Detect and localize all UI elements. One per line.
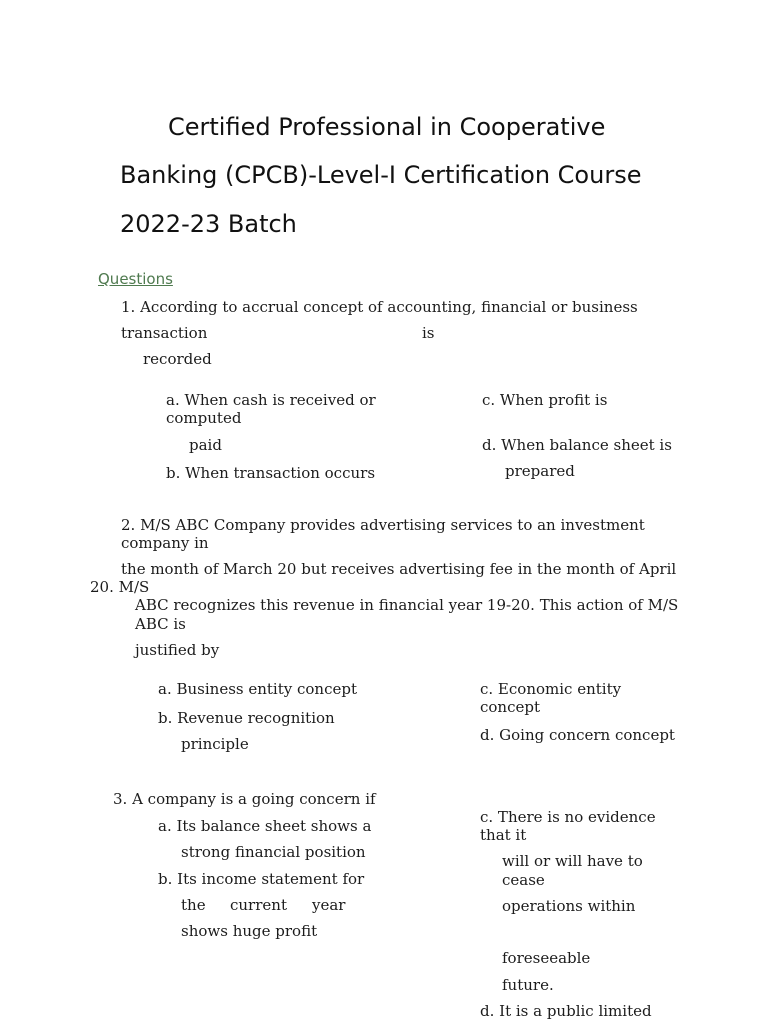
- q2-option-d: d. Going concern concept: [480, 726, 675, 744]
- q3-option-b-line-1: b. Its income statement for: [158, 870, 365, 888]
- q1-stem-line-2a: transaction: [121, 324, 208, 342]
- q3-option-a-line-2: strong financial position: [181, 843, 366, 861]
- q1-option-a-line-2: computed: [166, 409, 242, 427]
- q3-option-c-line-3: will or will have to: [502, 852, 643, 870]
- q2-option-c-line-1: c. Economic entity: [480, 680, 622, 698]
- q3-option-c-line-6: foreseeable: [502, 949, 591, 967]
- q1-stem-line-1: 1. According to accrual concept of accounting, financial or business: [121, 298, 638, 316]
- title-line-3: 2022-23 Batch: [120, 210, 297, 238]
- q1-option-a-line-1: a. When cash is received or: [166, 391, 376, 409]
- q1-option-b: b. When transaction occurs: [166, 464, 376, 482]
- q1-option-c: c. When profit is: [482, 391, 608, 409]
- q2-stem-line-6: ABC is: [135, 615, 186, 633]
- q2-option-c-line-2: concept: [480, 698, 540, 716]
- q2-option-b-line-1: b. Revenue recognition: [158, 709, 335, 727]
- q1-stem-line-2b: is: [422, 324, 435, 342]
- q2-stem-line-1: 2. M/S ABC Company provides advertising services to an investment: [121, 516, 645, 534]
- q2-option-a: a. Business entity concept: [158, 680, 357, 698]
- q1-option-a-line-3: paid: [189, 436, 222, 454]
- q2-stem-line-2: company in: [121, 534, 209, 552]
- q2-stem-line-5: ABC recognizes this revenue in financial year 19-20. This action of M/S: [135, 596, 679, 614]
- q3-option-d: d. It is a public limited: [480, 1002, 652, 1020]
- q3-option-c-line-4: cease: [502, 871, 545, 889]
- q1-option-d-line-1: d. When balance sheet is: [482, 436, 672, 454]
- q3-option-b-line-3: shows huge profit: [181, 922, 318, 940]
- q2-option-b-line-2: principle: [181, 735, 249, 753]
- q2-stem-line-7: justified by: [135, 641, 220, 659]
- q3-option-b-line-2a: the: [181, 896, 206, 914]
- q2-stem-line-3: the month of March 20 but receives advertising fee in the month of April: [121, 560, 677, 578]
- q3-option-b-line-2c: year: [312, 896, 346, 914]
- q3-stem: 3. A company is a going concern if: [113, 790, 376, 808]
- title-line-2: Banking (CPCB)-Level-I Certification Course: [120, 161, 642, 189]
- q3-option-c-line-7: future.: [502, 976, 554, 994]
- q1-stem-line-3: recorded: [143, 350, 212, 368]
- title-line-1: Certified Professional in Cooperative: [168, 113, 606, 141]
- q3-option-b-line-2b: current: [230, 896, 287, 914]
- q3-option-c-line-1: c. There is no evidence: [480, 808, 656, 826]
- q2-stem-line-4: 20. M/S: [90, 578, 150, 596]
- questions-link[interactable]: Questions: [98, 270, 173, 288]
- q3-option-c-line-2: that it: [480, 826, 527, 844]
- q1-option-d-line-2: prepared: [505, 462, 575, 480]
- q3-option-a-line-1: a. Its balance sheet shows a: [158, 817, 372, 835]
- q3-option-c-line-5: operations within: [502, 897, 636, 915]
